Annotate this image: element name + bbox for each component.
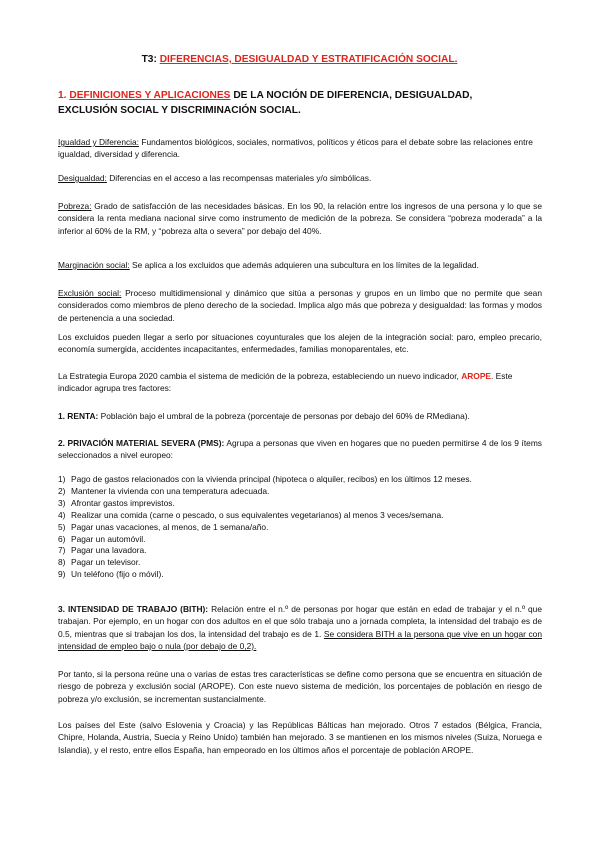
definition-text: Grado de satisfacción de las necesidades básicas. En los 90, la relación entre los ingresos de una persona y lo que se considera la renta mediana nacional sirve como instrumento de medición de la pobreza. Se considera “pobreza moderada” a la inferior al 60% de la RM, y “pobreza alta o severa” por debajo del 40%. <box>58 201 542 236</box>
title-main: DIFERENCIAS, DESIGUALDAD Y ESTRATIFICACIÓN SOCIAL. <box>159 54 458 65</box>
list-item: 1) Pago de gastos relacionados con la vivienda principal (hipoteca o alquiler, recibos) en los últimos 12 meses. <box>58 474 472 484</box>
list-item: 9) Un teléfono (fijo o móvil). <box>58 569 164 580</box>
factor-label: 2. PRIVACIÓN MATERIAL SEVERA (PMS): <box>58 438 225 448</box>
definition-text: Proceso multidimensional y dinámico que sitúa a personas y grupos en un limbo que no permite que sean considerados como miembros de pleno derecho de la sociedad. Implica algo más que pobreza y desigualdad: las formas y modos de pertenencia a una sociedad. <box>58 288 542 323</box>
section-number: 1. <box>58 90 67 101</box>
definition-exclusion <box>58 287 542 324</box>
strategy-paragraph <box>58 370 542 395</box>
title-prefix: T3: <box>141 54 160 65</box>
list-item: 3) Afrontar gastos imprevistos. <box>58 497 175 508</box>
list-item: 8) Pagar un televisor. <box>58 557 141 568</box>
factor-text: Población bajo el umbral de la pobreza (porcentaje de personas por debajo del 60% de RMediana). <box>98 411 470 421</box>
list-item: 6) Pagar un automóvil. <box>58 533 146 544</box>
section-heading-rest: DE LA NOCIÓN DE DIFERENCIA, DESIGUALDAD, EXCLUSIÓN SOCIAL Y DISCRIMINACIÓN SOCIAL. <box>58 90 473 116</box>
factor-label: 3. INTENSIDAD DE TRABAJO (BITH): <box>58 604 209 614</box>
definition-term: Marginación social: <box>58 260 130 270</box>
definition-term: Igualdad y Diferencia: <box>58 137 140 147</box>
factor-text: Agrupa a personas que viven en hogares que no pueden permitirse 4 de los 9 ítems seleccionados a nivel europeo: <box>58 438 542 461</box>
list-item: 5) Pagar unas vacaciones, al menos, de 1 semana/año. <box>58 521 269 532</box>
factor-renta <box>58 410 542 422</box>
list-item: 2) Mantener la vivienda con una temperatura adecuada. <box>58 485 270 496</box>
definition-desigualdad <box>58 172 542 184</box>
factor-label: 1. RENTA: <box>58 411 99 421</box>
factor-text: Relación entre el n.º de personas por hogar que están en edad de trabajar y el n.º que trabajan. Por ejemplo, en un hogar con dos adultos en el que sólo trabaja uno a jornada completa, la intensidad del trabajo es de 0.5, mientras que si trabajan los dos, la intensidad del trabajo es de 1. <box>58 604 542 639</box>
pms-items-list <box>58 474 542 581</box>
definition-text: Fundamentos biológicos, sociales, normativos, políticos y éticos para el debate sobre las relaciones entre igualdad, diversidad y diferencia. <box>58 137 533 160</box>
arope-label: AROPE <box>461 371 491 381</box>
section-heading-red: DEFINICIONES Y APLICACIONES <box>69 90 231 101</box>
definition-text: Se aplica a los excluidos que además adquieren una subcultura en los límites de la legalidad. <box>129 260 479 270</box>
list-item: 7) Pagar una lavadora. <box>58 545 147 556</box>
list-item: 4) Realizar una comida (carne o pescado, o sus equivalentes vegetarianos) al menos 3 veces/semana. <box>58 509 444 520</box>
definition-pobreza <box>58 200 542 237</box>
definition-marginacion <box>58 259 542 271</box>
countries-paragraph: Los países del Este (salvo Eslovenia y Croacia) y las Repúblicas Bálticas han mejorado. Otros 7 estados (Bélgica, Francia, Chipre, Holanda, Austria, Suecia y Reino Unido) también han mejorado. 3 se mantienen en los mismos niveles (Suiza, Noruega e Islandia), y el resto, entre ellos España, han empeorado en los últimos años el porcentaje de población AROPE. <box>58 720 542 755</box>
definition-term: Pobreza: <box>58 201 92 211</box>
factor-pms <box>58 437 542 462</box>
bith-definition: Se considera BITH a la persona que vive en un hogar con intensidad de empleo bajo o nula (por debajo de 0,2). <box>58 628 542 651</box>
definition-term: Desigualdad: <box>58 173 107 183</box>
strategy-tail: . Este indicador agrupa tres factores: <box>58 371 513 394</box>
strategy-intro: La Estrategia Europa 2020 cambia el sistema de medición de la pobreza, estableciendo un nuevo indicador, <box>58 371 459 381</box>
section-heading <box>58 88 528 118</box>
definition-term: Exclusión social: <box>58 288 122 298</box>
definition-text: Diferencias en el acceso a las recompensas materiales y/o simbólicas. <box>106 173 372 183</box>
factor-bith <box>58 603 542 652</box>
exclusion-extra: Los excluidos pueden llegar a serlo por situaciones coyunturales que los alejen de la integración social: paro, empleo precario, economía sumergida, accidentes incapacitantes, enfermedades, familias monoparentales, etc. <box>58 332 542 355</box>
conclusion-paragraph: Por tanto, si la persona reúne una o varias de estas tres características se define como persona que se encuentra en situación de riesgo de pobreza y exclusión social (AROPE). Con este nuevo sistema de medición, los porcentajes de población en riesgo de pobreza y/o exclusión, se incrementan sustancialmente. <box>58 669 542 704</box>
definition-igualdad <box>58 136 542 161</box>
document-title <box>0 54 599 65</box>
